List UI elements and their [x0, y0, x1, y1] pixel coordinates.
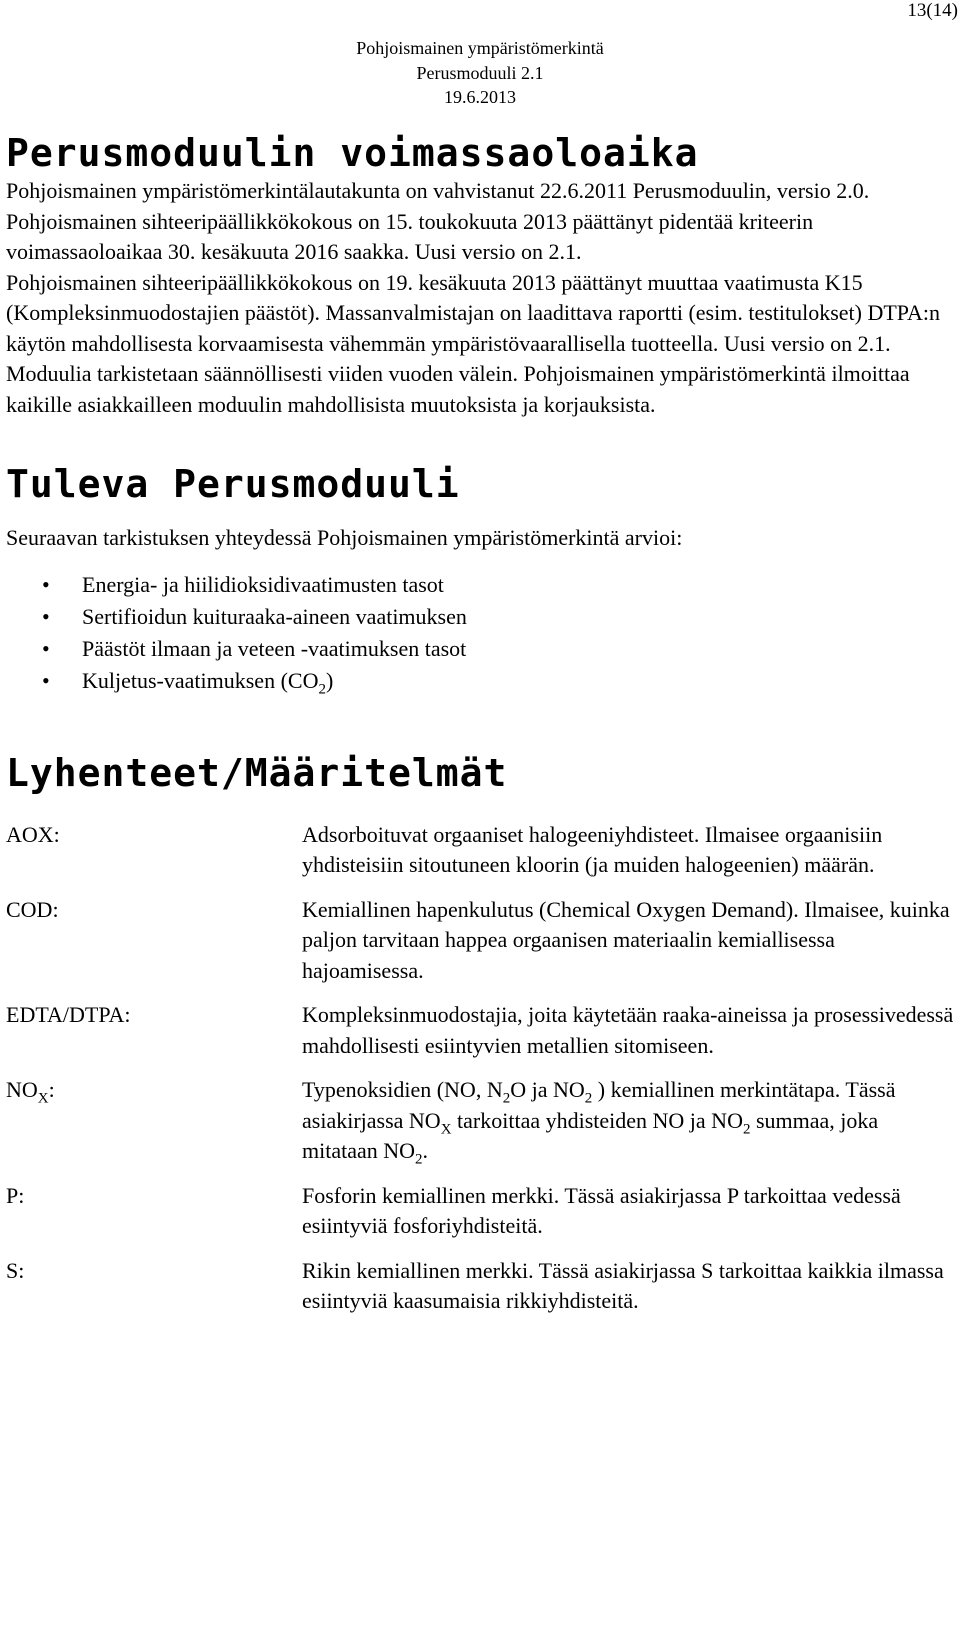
validity-paragraph-2: Pohjoismainen sihteeripäällikkökokous on 15. toukokuuta 2013 päättänyt pidentää kriteerin voimassaoloaikaa 30. kesäkuuta 2016 saakka. Uusi versio on 2.1.: [6, 208, 814, 264]
section-title-upcoming: Tuleva Perusmoduuli: [6, 461, 460, 506]
document-body: [6, 130, 954, 1331]
definition-description: Typenoksidien (NO, $N_2O$ ja $NO_2$ ) kemiallinen merkintätapa. Tässä asiakirjassa $NO_X$ tarkoittaa yhdisteiden NO ja $NO_2$ summaa, joka mitataan $NO_2$.: [302, 1077, 896, 1168]
validity-paragraph-1: Pohjoismainen ympäristömerkintälautakunta on vahvistanut 22.6.2011 Perusmoduulin, versio 2.0.: [6, 178, 870, 203]
definition-term: COD:: [6, 896, 59, 922]
definition-row: [6, 895, 954, 987]
validity-paragraph-4: Moduulia tarkistetaan säännöllisesti viiden vuoden välein. Pohjoismainen ympäristömerkintä ilmoittaa kaikille asiakkailleen moduulin mahdollisista muutoksista ja korjauksista.: [6, 361, 910, 417]
page-number: 13(14): [907, 0, 958, 21]
definition-term: S:: [6, 1257, 25, 1283]
section-title-validity: Perusmoduulin voimassaoloaika: [6, 131, 699, 175]
definition-row: [6, 820, 954, 881]
section-validity: [6, 130, 954, 420]
spacer: [6, 697, 954, 728]
definition-description: Kemiallinen hapenkulutus (Chemical Oxygen Demand). Ilmaisee, kuinka paljon tarvitaan happea orgaanisen materiaalin kemiallisessa hajoamisessa.: [302, 896, 950, 983]
section-abbreviations: [6, 750, 954, 1317]
definition-term: AOX:: [6, 821, 60, 847]
upcoming-intro: Seuraavan tarkistuksen yhteydessä Pohjoismainen ympäristömerkintä arvioi:: [6, 524, 683, 550]
definition-description: Rikin kemiallinen merkki. Tässä asiakirjassa S tarkoittaa kaikkia ilmassa esiintyviä kaasumaisia rikkiyhdisteitä.: [302, 1257, 944, 1313]
definition-term: P:: [6, 1182, 25, 1208]
upcoming-list: [6, 569, 954, 697]
document-header: [0, 36, 960, 110]
list-item: • Kuljetus-vaatimuksen $(CO_2)$: [6, 665, 954, 697]
list-item: • Energia- ja hiilidioksidivaatimusten tasot: [6, 569, 954, 601]
section-title-abbreviations: Lyhenteet/Määritelmät: [6, 750, 508, 795]
header-module: Perusmoduuli 2.1: [416, 62, 544, 83]
definition-description: Adsorboituvat orgaaniset halogeeniyhdisteet. Ilmaisee orgaanisiin yhdisteisiin sitoutuneen kloorin (ja muiden halogeenien) määrän.: [302, 821, 883, 877]
definition-term: EDTA/DTPA:: [6, 1002, 131, 1027]
list-item: • Päästöt ilmaan ja veteen -vaatimuksen tasot: [6, 633, 954, 665]
validity-paragraph-3: Pohjoismainen sihteeripäällikkökokous on 19. kesäkuuta 2013 päättänyt muuttaa vaatimusta K15 (Kompleksinmuodostajien päästöt). Massanvalmistajan on laadittava raportti (esim. testitulokset) DTPA:n käytön mahdollisesta korvaamisesta vähemmän ympäristövaarallisella tuotteella. Uusi versio on 2.1.: [6, 269, 941, 356]
definition-term: $NO_X$:: [6, 1077, 55, 1107]
definition-description: Kompleksinmuodostajia, joita käytetään raaka-aineissa ja prosessivedessä mahdollisesti esiintyvien metallien sitomiseen.: [302, 1002, 954, 1058]
definition-row: [6, 1256, 954, 1317]
bullet-icon: •: [42, 636, 50, 661]
definition-row: [6, 1075, 954, 1167]
definition-row: [6, 1181, 954, 1242]
list-item: • Sertifioidun kuituraaka-aineen vaatimuksen: [6, 601, 954, 633]
header-organization: Pohjoismainen ympäristömerkintä: [356, 38, 604, 58]
bullet-icon: •: [42, 668, 50, 693]
section-upcoming: [6, 461, 954, 698]
bullet-icon: •: [42, 572, 50, 597]
spacer: [6, 420, 954, 451]
header-date: 19.6.2013: [444, 87, 516, 107]
definition-row: [6, 1000, 954, 1061]
bullet-icon: •: [42, 604, 50, 629]
definitions-list: [6, 820, 954, 1317]
definition-description: Fosforin kemiallinen merkki. Tässä asiakirjassa P tarkoittaa vedessä esiintyviä fosforiyhdisteitä.: [302, 1182, 901, 1238]
